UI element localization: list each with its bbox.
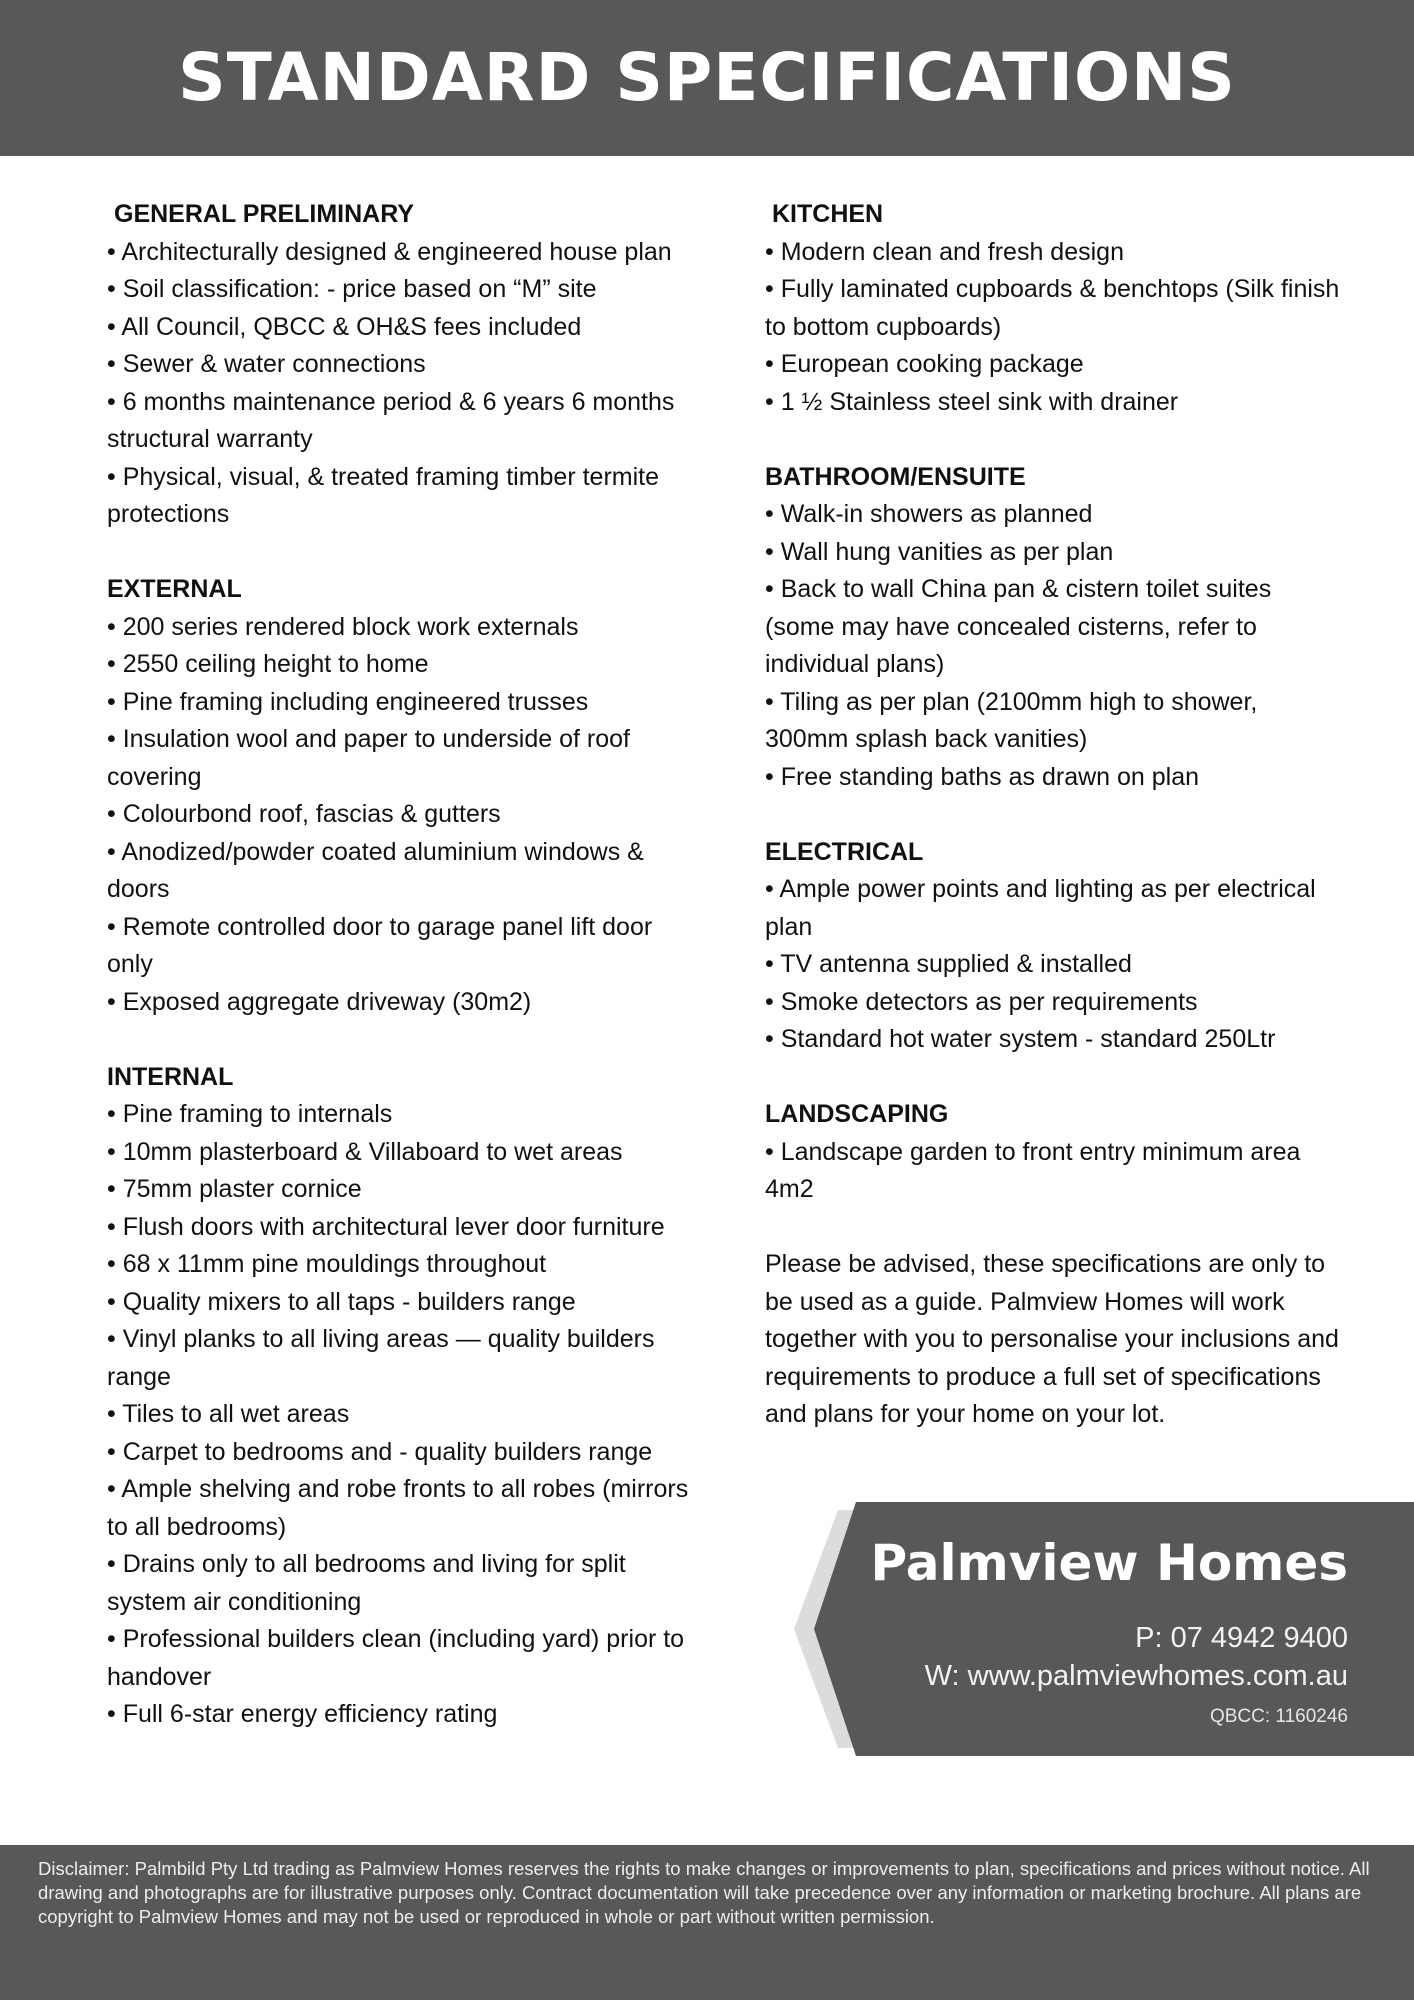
list-item: • Anodized/powder coated aluminium windows & doors bbox=[107, 837, 644, 903]
list-item: • Sewer & water connections bbox=[107, 350, 426, 378]
list-item: • 6 months maintenance period & 6 years 6 months structural warranty bbox=[107, 387, 675, 453]
list-item: • Remote controlled door to garage panel lift door only bbox=[107, 912, 653, 978]
section-title: BATHROOM/ENSUITE bbox=[765, 462, 1026, 491]
list-item: • Insulation wool and paper to underside of roof covering bbox=[107, 725, 630, 791]
list-item: • Full 6-star energy efficiency rating bbox=[107, 1700, 498, 1728]
list-item: • Physical, visual, & treated framing timber termite protections bbox=[107, 462, 660, 528]
qbcc-license: QBCC: 1160246 bbox=[1209, 1706, 1348, 1727]
page-title: STANDARD SPECIFICATIONS bbox=[178, 39, 1236, 116]
list-item: • Drains only to all bedrooms and living for split system air conditioning bbox=[107, 1550, 626, 1616]
list-item: • 75mm plaster cornice bbox=[107, 1175, 362, 1203]
list-item: • Flush doors with architectural lever door furniture bbox=[107, 1212, 665, 1241]
list-item: • Architecturally designed & engineered house plan bbox=[107, 237, 672, 266]
list-item: • Smoke detectors as per requirements bbox=[765, 987, 1198, 1016]
list-item: • Soil classification: - price based on “M” site bbox=[107, 275, 597, 303]
list-item: • Ample power points and lighting as per electrical plan bbox=[765, 875, 1316, 941]
list-item: • Vinyl planks to all living areas — quality builders range bbox=[107, 1325, 655, 1391]
list-item: • Quality mixers to all taps - builders range bbox=[107, 1287, 576, 1316]
section-title: INTERNAL bbox=[107, 1062, 234, 1091]
list-item: • Back to wall China pan & cistern toilet suites (some may have concealed cisterns, refer to individual plans) bbox=[765, 575, 1272, 678]
list-item: • Exposed aggregate driveway (30m2) bbox=[107, 987, 532, 1016]
section-title: LANDSCAPING bbox=[765, 1100, 949, 1128]
list-item: • 2550 ceiling height to home bbox=[107, 650, 429, 678]
list-item: • Modern clean and fresh design bbox=[765, 237, 1124, 266]
list-item: • Standard hot water system - standard 250Ltr bbox=[765, 1025, 1276, 1053]
section-external bbox=[107, 571, 697, 1021]
list-item: • 200 series rendered block work externals bbox=[107, 612, 579, 641]
list-item: • Fully laminated cupboards & benchtops (Silk finish to bottom cupboards) bbox=[765, 275, 1340, 341]
list-item: • Pine framing to internals bbox=[107, 1100, 393, 1128]
section-landscaping bbox=[765, 1096, 1345, 1209]
section-title: GENERAL PRELIMINARY bbox=[114, 200, 415, 228]
section-kitchen bbox=[765, 196, 1345, 421]
list-item: • Carpet to bedrooms and - quality builders range bbox=[107, 1437, 653, 1466]
disclaimer-text: Disclaimer: Palmbild Pty Ltd trading as Palmview Homes reserves the rights to make changes or improvements to plan, specifications and prices without notice. All drawing and photographs are for illustrative purposes only. Contract documentation will take precedence over any information or marketing brochure. All plans are copyright to Palmview Homes and may not be used or reproduced in whole or part without written permission. bbox=[38, 1858, 1370, 1927]
list-item: • Tiles to all wet areas bbox=[107, 1400, 350, 1428]
list-item: • Wall hung vanities as per plan bbox=[765, 537, 1114, 566]
footer-band bbox=[0, 1845, 1414, 2000]
advisory-note: Please be advised, these specifications are only to be used as a guide. Palmview Homes will work together with you to personalise your inclusions and requirements to produce a full set of specifications and plans for your home on your lot. bbox=[765, 1250, 1339, 1428]
left-column bbox=[107, 196, 697, 1771]
section-internal bbox=[107, 1059, 697, 1734]
right-column bbox=[765, 196, 1345, 1434]
website-link[interactable]: W: www.palmviewhomes.com.au bbox=[924, 1660, 1348, 1692]
list-item: • 68 x 11mm pine mouldings throughout bbox=[107, 1250, 547, 1278]
brand-name: Palmview Homes bbox=[870, 1534, 1348, 1592]
section-general-preliminary bbox=[107, 196, 697, 534]
section-title: EXTERNAL bbox=[107, 575, 242, 603]
contact-panel bbox=[794, 1502, 1414, 1760]
list-item: • Tiling as per plan (2100mm high to shower, 300mm splash back vanities) bbox=[765, 687, 1258, 753]
list-item: • Landscape garden to front entry minimum area 4m2 bbox=[765, 1137, 1301, 1203]
section-title: KITCHEN bbox=[772, 200, 884, 228]
list-item: • Free standing baths as drawn on plan bbox=[765, 762, 1200, 791]
list-item: • 10mm plasterboard & Villaboard to wet areas bbox=[107, 1137, 623, 1166]
list-item: • Walk-in showers as planned bbox=[765, 500, 1093, 528]
section-title: ELECTRICAL bbox=[765, 837, 924, 866]
header-band bbox=[0, 0, 1414, 156]
list-item: • Ample shelving and robe fronts to all robes (mirrors to all bedrooms) bbox=[107, 1475, 689, 1541]
list-item: • European cooking package bbox=[765, 350, 1084, 378]
list-item: • TV antenna supplied & installed bbox=[765, 950, 1132, 978]
list-item: • All Council, QBCC & OH&S fees included bbox=[107, 312, 582, 341]
list-item: • Professional builders clean (including yard) prior to handover bbox=[107, 1625, 685, 1691]
list-item: • Pine framing including engineered trusses bbox=[107, 687, 589, 716]
list-item: • Colourbond roof, fascias & gutters bbox=[107, 800, 501, 828]
phone-number: P: 07 4942 9400 bbox=[1135, 1622, 1348, 1654]
section-bathroom-ensuite bbox=[765, 459, 1345, 797]
list-item: • 1 ½ Stainless steel sink with drainer bbox=[765, 387, 1179, 416]
section-electrical bbox=[765, 834, 1345, 1059]
